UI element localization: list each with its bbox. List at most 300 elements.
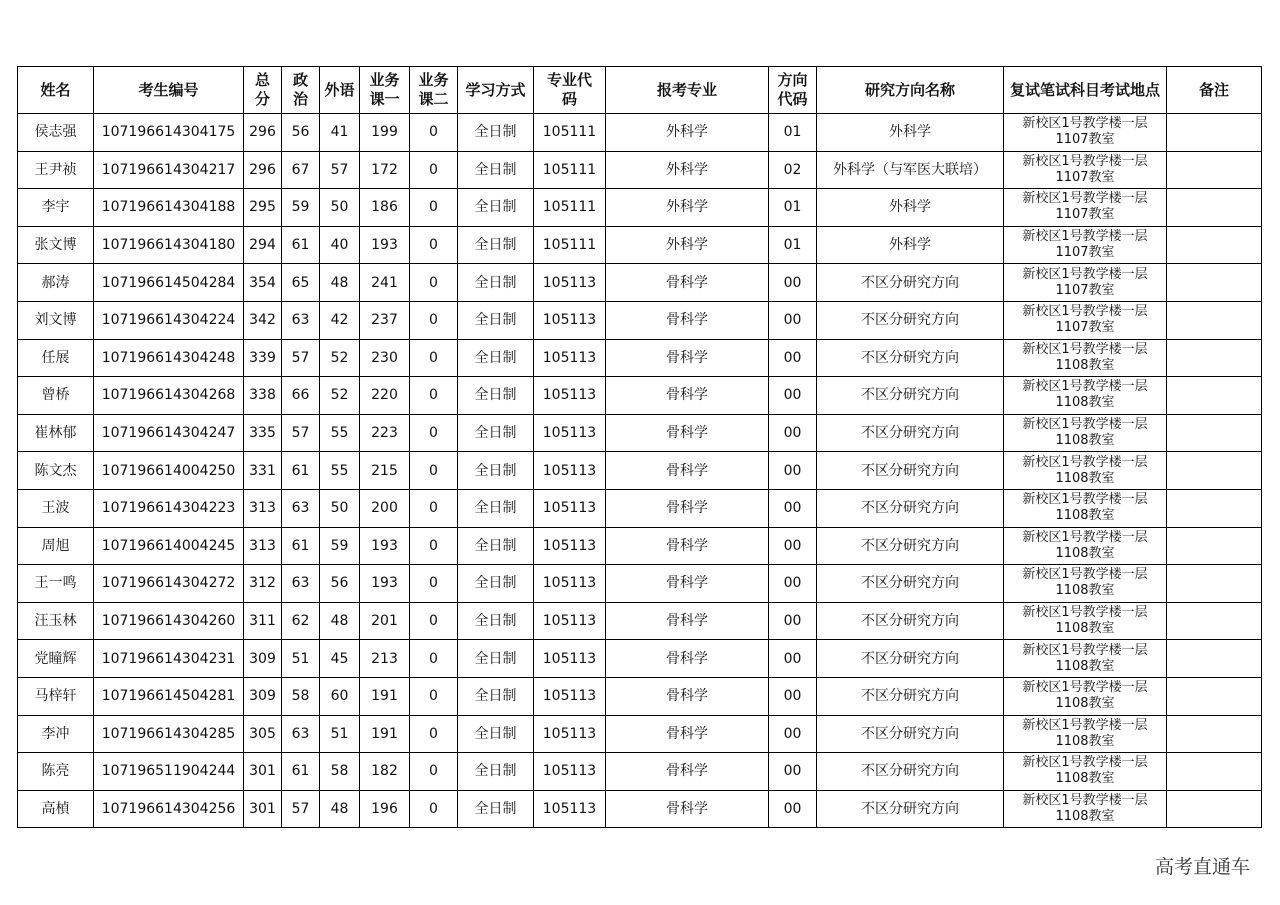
- cell-study-mode: 全日制: [458, 377, 534, 415]
- cell-exam-location: 新校区1号教学楼一层1108教室: [1004, 790, 1167, 828]
- cell-major-code: 105111: [534, 151, 606, 189]
- cell-course-two: 0: [410, 602, 458, 640]
- cell-politics: 57: [282, 790, 320, 828]
- table-row: [18, 301, 1262, 339]
- cell-direction-name: 不区分研究方向: [817, 677, 1004, 715]
- cell-politics: 61: [282, 452, 320, 490]
- score-table: [17, 66, 1262, 828]
- cell-direction-code: 00: [769, 527, 817, 565]
- cell-major-code: 105113: [534, 414, 606, 452]
- cell-foreign-lang: 51: [320, 715, 360, 753]
- cell-foreign-lang: 40: [320, 226, 360, 264]
- cell-direction-code: 01: [769, 114, 817, 152]
- cell-total: 301: [244, 753, 282, 791]
- cell-name: 王一鸣: [18, 565, 94, 603]
- cell-exam-id: 107196511904244: [94, 753, 244, 791]
- cell-exam-id: 107196614304268: [94, 377, 244, 415]
- cell-exam-location: 新校区1号教学楼一层1108教室: [1004, 565, 1167, 603]
- cell-course-two: 0: [410, 189, 458, 227]
- cell-direction-name: 外科学: [817, 226, 1004, 264]
- cell-course-one: 191: [360, 677, 410, 715]
- cell-course-one: 230: [360, 339, 410, 377]
- column-header-exam-id: 考生编号: [94, 67, 244, 114]
- cell-direction-name: 不区分研究方向: [817, 640, 1004, 678]
- cell-major-code: 105113: [534, 565, 606, 603]
- cell-exam-id: 107196614304188: [94, 189, 244, 227]
- cell-direction-code: 00: [769, 301, 817, 339]
- cell-study-mode: 全日制: [458, 301, 534, 339]
- cell-total: 296: [244, 151, 282, 189]
- column-header-course-one: 业务课一: [360, 67, 410, 114]
- cell-direction-code: 00: [769, 489, 817, 527]
- cell-direction-code: 00: [769, 339, 817, 377]
- cell-name: 侯志强: [18, 114, 94, 152]
- cell-foreign-lang: 60: [320, 677, 360, 715]
- header-row: [18, 67, 1262, 114]
- cell-foreign-lang: 57: [320, 151, 360, 189]
- cell-study-mode: 全日制: [458, 189, 534, 227]
- cell-foreign-lang: 50: [320, 189, 360, 227]
- cell-total: 305: [244, 715, 282, 753]
- cell-course-one: 182: [360, 753, 410, 791]
- cell-course-two: 0: [410, 414, 458, 452]
- cell-total: 313: [244, 489, 282, 527]
- cell-major: 骨科学: [606, 640, 769, 678]
- cell-politics: 65: [282, 264, 320, 302]
- table-row: [18, 114, 1262, 152]
- column-header-remarks: 备注: [1167, 67, 1262, 114]
- cell-major-code: 105113: [534, 452, 606, 490]
- cell-exam-location: 新校区1号教学楼一层1107教室: [1004, 301, 1167, 339]
- cell-remarks: [1167, 715, 1262, 753]
- cell-remarks: [1167, 114, 1262, 152]
- column-header-study-mode: 学习方式: [458, 67, 534, 114]
- cell-politics: 61: [282, 226, 320, 264]
- cell-politics: 61: [282, 753, 320, 791]
- cell-major-code: 105113: [534, 339, 606, 377]
- cell-direction-name: 不区分研究方向: [817, 753, 1004, 791]
- cell-name: 任展: [18, 339, 94, 377]
- cell-politics: 57: [282, 414, 320, 452]
- cell-foreign-lang: 52: [320, 377, 360, 415]
- cell-total: 296: [244, 114, 282, 152]
- column-header-exam-location: 复试笔试科目考试地点: [1004, 67, 1167, 114]
- table-row: [18, 640, 1262, 678]
- cell-exam-location: 新校区1号教学楼一层1108教室: [1004, 414, 1167, 452]
- cell-course-two: 0: [410, 640, 458, 678]
- cell-major-code: 105113: [534, 790, 606, 828]
- cell-direction-name: 外科学: [817, 189, 1004, 227]
- cell-exam-location: 新校区1号教学楼一层1108教室: [1004, 602, 1167, 640]
- cell-course-two: 0: [410, 264, 458, 302]
- cell-foreign-lang: 56: [320, 565, 360, 603]
- cell-study-mode: 全日制: [458, 226, 534, 264]
- cell-major-code: 105113: [534, 715, 606, 753]
- cell-exam-id: 107196614504284: [94, 264, 244, 302]
- column-header-course-two: 业务课二: [410, 67, 458, 114]
- cell-major: 骨科学: [606, 565, 769, 603]
- cell-study-mode: 全日制: [458, 565, 534, 603]
- cell-remarks: [1167, 790, 1262, 828]
- cell-direction-code: 00: [769, 565, 817, 603]
- cell-exam-id: 107196614304248: [94, 339, 244, 377]
- cell-name: 陈文杰: [18, 452, 94, 490]
- cell-direction-name: 不区分研究方向: [817, 452, 1004, 490]
- cell-direction-code: 00: [769, 264, 817, 302]
- cell-major: 骨科学: [606, 602, 769, 640]
- cell-study-mode: 全日制: [458, 414, 534, 452]
- cell-remarks: [1167, 452, 1262, 490]
- cell-exam-location: 新校区1号教学楼一层1108教室: [1004, 640, 1167, 678]
- cell-name: 马梓轩: [18, 677, 94, 715]
- cell-study-mode: 全日制: [458, 151, 534, 189]
- cell-course-one: 199: [360, 114, 410, 152]
- cell-exam-location: 新校区1号教学楼一层1108教室: [1004, 677, 1167, 715]
- cell-major: 骨科学: [606, 489, 769, 527]
- cell-direction-code: 00: [769, 414, 817, 452]
- cell-politics: 66: [282, 377, 320, 415]
- cell-major: 骨科学: [606, 753, 769, 791]
- cell-exam-location: 新校区1号教学楼一层1108教室: [1004, 715, 1167, 753]
- cell-direction-name: 不区分研究方向: [817, 715, 1004, 753]
- column-header-name: 姓名: [18, 67, 94, 114]
- cell-study-mode: 全日制: [458, 264, 534, 302]
- cell-name: 曾桥: [18, 377, 94, 415]
- cell-major: 骨科学: [606, 452, 769, 490]
- table-row: [18, 226, 1262, 264]
- cell-name: 王波: [18, 489, 94, 527]
- cell-name: 郝涛: [18, 264, 94, 302]
- cell-total: 354: [244, 264, 282, 302]
- cell-exam-location: 新校区1号教学楼一层1108教室: [1004, 452, 1167, 490]
- cell-course-one: 220: [360, 377, 410, 415]
- cell-major-code: 105113: [534, 640, 606, 678]
- cell-exam-id: 107196614304256: [94, 790, 244, 828]
- cell-direction-name: 不区分研究方向: [817, 339, 1004, 377]
- cell-total: 295: [244, 189, 282, 227]
- cell-course-two: 0: [410, 151, 458, 189]
- cell-major: 外科学: [606, 226, 769, 264]
- cell-course-one: 241: [360, 264, 410, 302]
- cell-major-code: 105113: [534, 377, 606, 415]
- cell-direction-code: 00: [769, 602, 817, 640]
- cell-foreign-lang: 42: [320, 301, 360, 339]
- column-header-politics: 政治: [282, 67, 320, 114]
- cell-foreign-lang: 48: [320, 264, 360, 302]
- cell-politics: 61: [282, 527, 320, 565]
- cell-direction-code: 02: [769, 151, 817, 189]
- cell-course-two: 0: [410, 301, 458, 339]
- table-row: [18, 377, 1262, 415]
- cell-total: 312: [244, 565, 282, 603]
- cell-remarks: [1167, 753, 1262, 791]
- column-header-total: 总分: [244, 67, 282, 114]
- cell-major: 骨科学: [606, 301, 769, 339]
- cell-total: 313: [244, 527, 282, 565]
- cell-politics: 67: [282, 151, 320, 189]
- cell-direction-code: 01: [769, 189, 817, 227]
- cell-direction-name: 外科学（与军医大联培）: [817, 151, 1004, 189]
- cell-remarks: [1167, 565, 1262, 603]
- cell-study-mode: 全日制: [458, 640, 534, 678]
- cell-name: 李宇: [18, 189, 94, 227]
- cell-total: 335: [244, 414, 282, 452]
- cell-study-mode: 全日制: [458, 339, 534, 377]
- cell-major-code: 105113: [534, 301, 606, 339]
- cell-politics: 63: [282, 715, 320, 753]
- cell-foreign-lang: 45: [320, 640, 360, 678]
- table-row: [18, 602, 1262, 640]
- table-row: [18, 151, 1262, 189]
- cell-exam-id: 107196614304217: [94, 151, 244, 189]
- cell-course-one: 196: [360, 790, 410, 828]
- cell-direction-name: 不区分研究方向: [817, 602, 1004, 640]
- cell-direction-code: 00: [769, 640, 817, 678]
- cell-course-one: 191: [360, 715, 410, 753]
- cell-course-one: 201: [360, 602, 410, 640]
- cell-course-one: 237: [360, 301, 410, 339]
- table-row: [18, 489, 1262, 527]
- cell-remarks: [1167, 602, 1262, 640]
- cell-study-mode: 全日制: [458, 489, 534, 527]
- cell-major: 骨科学: [606, 715, 769, 753]
- cell-exam-id: 107196614004245: [94, 527, 244, 565]
- cell-name: 汪玉林: [18, 602, 94, 640]
- cell-course-two: 0: [410, 715, 458, 753]
- cell-foreign-lang: 55: [320, 452, 360, 490]
- cell-direction-name: 不区分研究方向: [817, 565, 1004, 603]
- cell-course-one: 215: [360, 452, 410, 490]
- cell-direction-name: 不区分研究方向: [817, 377, 1004, 415]
- cell-major: 骨科学: [606, 527, 769, 565]
- cell-major-code: 105113: [534, 489, 606, 527]
- cell-name: 周旭: [18, 527, 94, 565]
- cell-total: 338: [244, 377, 282, 415]
- cell-politics: 63: [282, 489, 320, 527]
- cell-foreign-lang: 52: [320, 339, 360, 377]
- cell-direction-name: 不区分研究方向: [817, 301, 1004, 339]
- cell-course-one: 213: [360, 640, 410, 678]
- cell-study-mode: 全日制: [458, 114, 534, 152]
- column-header-major-code: 专业代码: [534, 67, 606, 114]
- cell-course-two: 0: [410, 452, 458, 490]
- cell-major-code: 105111: [534, 226, 606, 264]
- cell-politics: 63: [282, 301, 320, 339]
- cell-exam-id: 107196614004250: [94, 452, 244, 490]
- cell-major-code: 105113: [534, 264, 606, 302]
- cell-foreign-lang: 55: [320, 414, 360, 452]
- cell-foreign-lang: 59: [320, 527, 360, 565]
- cell-direction-name: 外科学: [817, 114, 1004, 152]
- table-row: [18, 264, 1262, 302]
- cell-direction-code: 00: [769, 377, 817, 415]
- cell-direction-code: 00: [769, 677, 817, 715]
- cell-exam-location: 新校区1号教学楼一层1108教室: [1004, 753, 1167, 791]
- cell-course-two: 0: [410, 114, 458, 152]
- cell-study-mode: 全日制: [458, 452, 534, 490]
- column-header-major: 报考专业: [606, 67, 769, 114]
- cell-foreign-lang: 48: [320, 602, 360, 640]
- table-row: [18, 715, 1262, 753]
- cell-name: 陈亮: [18, 753, 94, 791]
- cell-exam-location: 新校区1号教学楼一层1107教室: [1004, 114, 1167, 152]
- cell-name: 崔林郁: [18, 414, 94, 452]
- cell-politics: 62: [282, 602, 320, 640]
- cell-politics: 57: [282, 339, 320, 377]
- table-body: [18, 114, 1262, 828]
- cell-foreign-lang: 41: [320, 114, 360, 152]
- cell-course-one: 172: [360, 151, 410, 189]
- cell-remarks: [1167, 640, 1262, 678]
- cell-politics: 59: [282, 189, 320, 227]
- table-row: [18, 339, 1262, 377]
- table-row: [18, 414, 1262, 452]
- cell-course-one: 200: [360, 489, 410, 527]
- cell-major: 外科学: [606, 151, 769, 189]
- cell-total: 294: [244, 226, 282, 264]
- cell-name: 王尹祯: [18, 151, 94, 189]
- cell-direction-name: 不区分研究方向: [817, 790, 1004, 828]
- cell-foreign-lang: 50: [320, 489, 360, 527]
- cell-remarks: [1167, 189, 1262, 227]
- cell-total: 309: [244, 677, 282, 715]
- cell-name: 党瞳辉: [18, 640, 94, 678]
- cell-exam-location: 新校区1号教学楼一层1107教室: [1004, 189, 1167, 227]
- cell-study-mode: 全日制: [458, 602, 534, 640]
- cell-exam-id: 107196614304285: [94, 715, 244, 753]
- cell-major: 骨科学: [606, 790, 769, 828]
- cell-direction-code: 00: [769, 753, 817, 791]
- cell-course-two: 0: [410, 677, 458, 715]
- cell-remarks: [1167, 527, 1262, 565]
- cell-direction-name: 不区分研究方向: [817, 264, 1004, 302]
- cell-remarks: [1167, 377, 1262, 415]
- cell-exam-id: 107196614504281: [94, 677, 244, 715]
- cell-politics: 58: [282, 677, 320, 715]
- cell-politics: 63: [282, 565, 320, 603]
- cell-course-two: 0: [410, 790, 458, 828]
- cell-exam-id: 107196614304224: [94, 301, 244, 339]
- table-row: [18, 527, 1262, 565]
- cell-exam-id: 107196614304272: [94, 565, 244, 603]
- cell-course-two: 0: [410, 226, 458, 264]
- cell-exam-location: 新校区1号教学楼一层1108教室: [1004, 489, 1167, 527]
- cell-direction-name: 不区分研究方向: [817, 527, 1004, 565]
- cell-remarks: [1167, 264, 1262, 302]
- cell-name: 高楨: [18, 790, 94, 828]
- cell-name: 李冲: [18, 715, 94, 753]
- cell-remarks: [1167, 226, 1262, 264]
- cell-major-code: 105113: [534, 527, 606, 565]
- cell-major: 骨科学: [606, 677, 769, 715]
- cell-course-one: 186: [360, 189, 410, 227]
- cell-direction-code: 00: [769, 790, 817, 828]
- cell-remarks: [1167, 414, 1262, 452]
- cell-major-code: 105113: [534, 677, 606, 715]
- cell-exam-location: 新校区1号教学楼一层1108教室: [1004, 339, 1167, 377]
- column-header-direction-code: 方向代码: [769, 67, 817, 114]
- cell-course-two: 0: [410, 565, 458, 603]
- table-row: [18, 565, 1262, 603]
- cell-exam-location: 新校区1号教学楼一层1108教室: [1004, 527, 1167, 565]
- cell-major-code: 105111: [534, 114, 606, 152]
- cell-course-two: 0: [410, 339, 458, 377]
- cell-course-one: 193: [360, 565, 410, 603]
- cell-course-one: 223: [360, 414, 410, 452]
- cell-major-code: 105113: [534, 602, 606, 640]
- cell-remarks: [1167, 489, 1262, 527]
- cell-total: 301: [244, 790, 282, 828]
- cell-exam-location: 新校区1号教学楼一层1107教室: [1004, 226, 1167, 264]
- cell-politics: 51: [282, 640, 320, 678]
- cell-major: 外科学: [606, 189, 769, 227]
- cell-direction-name: 不区分研究方向: [817, 414, 1004, 452]
- cell-course-two: 0: [410, 527, 458, 565]
- cell-study-mode: 全日制: [458, 790, 534, 828]
- cell-course-one: 193: [360, 527, 410, 565]
- table-row: [18, 189, 1262, 227]
- cell-total: 311: [244, 602, 282, 640]
- cell-exam-location: 新校区1号教学楼一层1108教室: [1004, 377, 1167, 415]
- cell-remarks: [1167, 301, 1262, 339]
- cell-major: 骨科学: [606, 339, 769, 377]
- cell-course-one: 193: [360, 226, 410, 264]
- cell-foreign-lang: 48: [320, 790, 360, 828]
- cell-exam-id: 107196614304175: [94, 114, 244, 152]
- cell-direction-code: 01: [769, 226, 817, 264]
- cell-course-two: 0: [410, 489, 458, 527]
- cell-major: 骨科学: [606, 414, 769, 452]
- cell-remarks: [1167, 677, 1262, 715]
- cell-exam-id: 107196614304223: [94, 489, 244, 527]
- cell-course-two: 0: [410, 377, 458, 415]
- cell-study-mode: 全日制: [458, 527, 534, 565]
- watermark: 高考直通车: [1154, 856, 1250, 878]
- cell-politics: 56: [282, 114, 320, 152]
- cell-direction-name: 不区分研究方向: [817, 489, 1004, 527]
- table-row: [18, 790, 1262, 828]
- cell-total: 309: [244, 640, 282, 678]
- cell-exam-id: 107196614304247: [94, 414, 244, 452]
- cell-exam-id: 107196614304231: [94, 640, 244, 678]
- table-row: [18, 452, 1262, 490]
- cell-exam-location: 新校区1号教学楼一层1107教室: [1004, 151, 1167, 189]
- cell-name: 刘文博: [18, 301, 94, 339]
- cell-exam-id: 107196614304260: [94, 602, 244, 640]
- column-header-direction-name: 研究方向名称: [817, 67, 1004, 114]
- cell-major: 骨科学: [606, 264, 769, 302]
- cell-major-code: 105113: [534, 753, 606, 791]
- cell-study-mode: 全日制: [458, 677, 534, 715]
- cell-study-mode: 全日制: [458, 715, 534, 753]
- cell-total: 331: [244, 452, 282, 490]
- cell-total: 339: [244, 339, 282, 377]
- cell-major-code: 105111: [534, 189, 606, 227]
- cell-exam-id: 107196614304180: [94, 226, 244, 264]
- cell-remarks: [1167, 339, 1262, 377]
- cell-foreign-lang: 58: [320, 753, 360, 791]
- cell-study-mode: 全日制: [458, 753, 534, 791]
- cell-major: 外科学: [606, 114, 769, 152]
- table-row: [18, 677, 1262, 715]
- table-row: [18, 753, 1262, 791]
- column-header-foreign-lang: 外语: [320, 67, 360, 114]
- cell-exam-location: 新校区1号教学楼一层1107教室: [1004, 264, 1167, 302]
- cell-direction-code: 00: [769, 715, 817, 753]
- cell-course-two: 0: [410, 753, 458, 791]
- cell-direction-code: 00: [769, 452, 817, 490]
- cell-major: 骨科学: [606, 377, 769, 415]
